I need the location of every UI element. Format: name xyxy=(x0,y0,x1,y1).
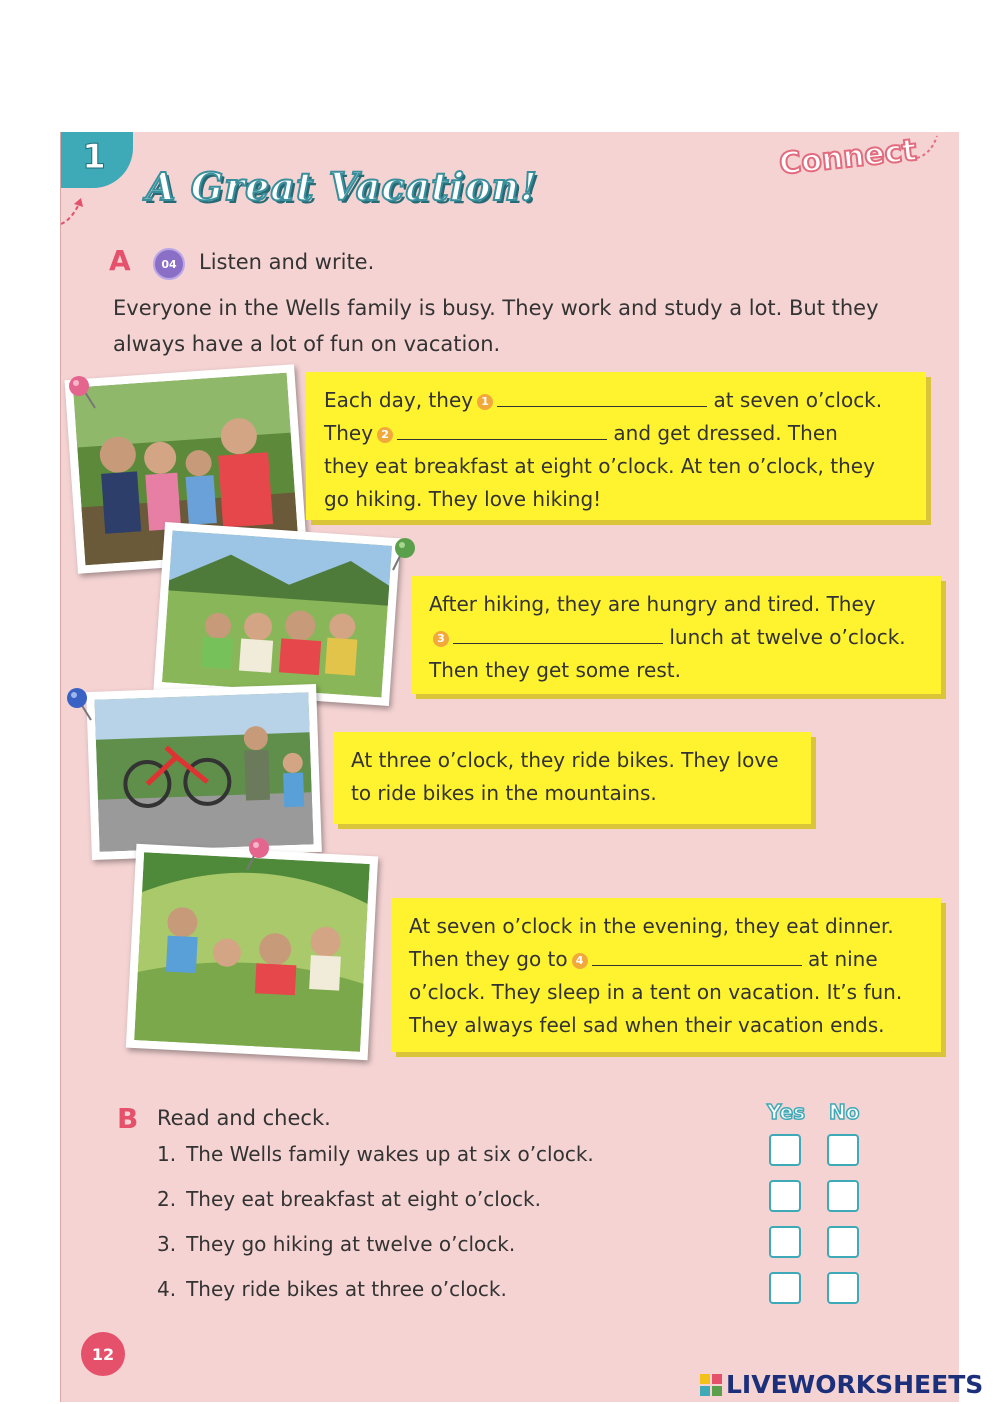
answer-blank-2[interactable] xyxy=(397,417,607,440)
page-title: A Great Vacation! xyxy=(146,164,538,209)
no-checkbox-3[interactable] xyxy=(827,1226,859,1258)
list-item xyxy=(157,1142,594,1187)
blank-number-2: 2 xyxy=(377,427,393,443)
pushpin-icon xyxy=(387,534,421,574)
audio-track-number: 04 xyxy=(161,257,177,271)
box4-line3: o’clock. They sleep in a tent on vacation. It’s fun. xyxy=(409,980,903,1004)
no-checkbox-2[interactable] xyxy=(827,1180,859,1212)
unit-number: 1 xyxy=(82,137,106,177)
pushpin-icon xyxy=(65,372,99,412)
box2-line2-end: lunch at twelve o’clock. xyxy=(669,625,906,649)
box4-line2-end: at nine xyxy=(807,947,878,971)
no-checkbox-4[interactable] xyxy=(827,1272,859,1304)
box1-line1-end: at seven o’clock. xyxy=(713,388,883,412)
box3-line2: to ride bikes in the mountains. xyxy=(351,781,657,805)
arrow-icon xyxy=(60,190,97,230)
blank-number-4: 4 xyxy=(572,953,588,969)
box2-line1: After hiking, they are hungry and tired. They xyxy=(429,592,876,616)
text-box-morning xyxy=(306,372,926,520)
box4-line2-start: Then they go to xyxy=(409,947,568,971)
yes-checkbox-1[interactable] xyxy=(769,1134,801,1166)
item-number: 3. xyxy=(157,1232,177,1256)
item-text: They eat breakfast at eight o’clock. xyxy=(186,1187,541,1211)
text-box-evening xyxy=(391,898,941,1052)
blank-number-3: 3 xyxy=(433,631,449,647)
pushpin-icon xyxy=(241,834,275,874)
yes-checkbox-3[interactable] xyxy=(769,1226,801,1258)
answer-blank-4[interactable] xyxy=(592,943,802,966)
box1-line4: go hiking. They love hiking! xyxy=(324,487,602,511)
photo-family-tent xyxy=(126,844,378,1060)
answer-blank-3[interactable] xyxy=(453,621,663,644)
section-a-letter: A xyxy=(109,244,131,277)
box1-line1-start: Each day, they xyxy=(324,388,474,412)
answer-blank-1[interactable] xyxy=(497,384,707,407)
brand-footer xyxy=(700,1370,983,1399)
no-column-label: No xyxy=(829,1100,860,1124)
box4-line1: At seven o’clock in the evening, they eat dinner. xyxy=(409,914,894,938)
item-text: They go hiking at twelve o’clock. xyxy=(186,1232,516,1256)
item-number: 4. xyxy=(157,1277,177,1301)
list-item xyxy=(157,1232,594,1277)
item-number: 1. xyxy=(157,1142,177,1166)
decoration-icon xyxy=(913,132,943,162)
item-text: They ride bikes at three o’clock. xyxy=(186,1277,507,1301)
box1-line2-end: and get dressed. Then xyxy=(613,421,838,445)
unit-number-badge xyxy=(61,132,133,188)
photo-family-resting xyxy=(153,522,400,706)
section-b-letter: B xyxy=(117,1102,139,1135)
box4-line4: They always feel sad when their vacation ends. xyxy=(409,1013,885,1037)
statement-list xyxy=(157,1142,594,1322)
no-checkbox-1[interactable] xyxy=(827,1134,859,1166)
item-number: 2. xyxy=(157,1187,177,1211)
box1-line3: they eat breakfast at eight o’clock. At ten o’clock, they xyxy=(324,454,875,478)
audio-icon[interactable] xyxy=(153,248,185,280)
photo-family-bikes xyxy=(86,684,322,860)
box1-line2-start: They xyxy=(324,421,374,445)
series-label: Connect xyxy=(777,132,919,183)
text-box-bikes xyxy=(333,732,811,824)
list-item xyxy=(157,1277,594,1322)
yes-checkbox-4[interactable] xyxy=(769,1272,801,1304)
text-box-lunch xyxy=(411,576,941,694)
yes-checkbox-2[interactable] xyxy=(769,1180,801,1212)
pushpin-icon xyxy=(63,684,97,724)
workbook-page xyxy=(60,132,959,1402)
box3-line1: At three o’clock, they ride bikes. They love xyxy=(351,748,779,772)
yes-column-label: Yes xyxy=(767,1100,806,1124)
section-a-instruction: Listen and write. xyxy=(199,250,375,274)
box2-line3: Then they get some rest. xyxy=(429,658,681,682)
intro-paragraph: Everyone in the Wells family is busy. They work and study a lot. But they always have a lot of fun on vacation. xyxy=(113,296,879,356)
brand-name: LIVEWORKSHEETS xyxy=(726,1370,984,1399)
liveworksheets-logo-icon xyxy=(700,1374,722,1396)
list-item xyxy=(157,1187,594,1232)
section-b-instruction: Read and check. xyxy=(157,1106,331,1130)
page-number: 12 xyxy=(81,1332,125,1376)
blank-number-1: 1 xyxy=(477,394,493,410)
item-text: The Wells family wakes up at six o’clock. xyxy=(186,1142,594,1166)
